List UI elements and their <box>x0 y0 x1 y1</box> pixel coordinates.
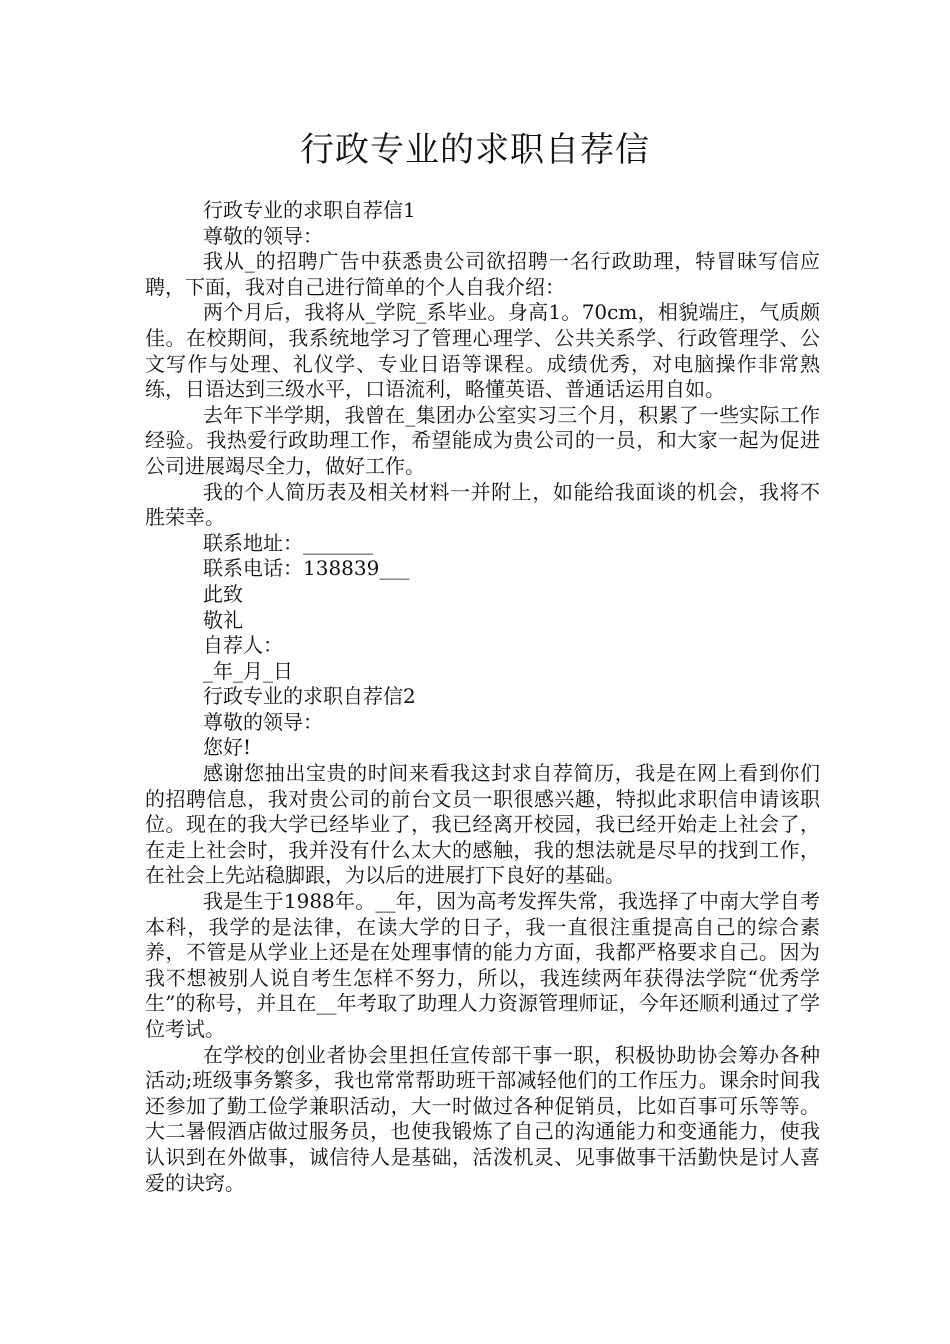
contact-phone: 联系电话：138839___ <box>203 556 410 581</box>
body-paragraph: 两个月后，我将从_学院_系毕业。身高1。70cm，相貌端庄，气质颇佳。在校期间，我系统地学习了管理心理学、公共关系学、行政管理学、公文写作与处理、礼仪学、专业日语等课程。成绩优秀，对电脑操作非常熟练，日语达到三级水平，口语流利，略懂英语、普通话运用自如。 <box>145 300 820 402</box>
salutation: 尊敬的领导： <box>203 223 323 248</box>
body-paragraph: 感谢您抽出宝贵的时间来看我这封求自荐简历，我是在网上看到你们的招聘信息，我对贵公司的前台文员一职很感兴趣，特拟此求职信申请该职位。现在的我大学已经毕业了，我已经离开校园，我已经开始走上社会了，在走上社会时，我并没有什么太大的感触，我的想法就是尽早的找到工作，在社会上先站稳脚跟，为以后的进展打下良好的基础。 <box>145 761 820 888</box>
body-paragraph: 我是生于1988年。__年，因为高考发挥失常，我选择了中南大学自考本科，我学的是法律，在读大学的日子，我一直很注重提高自己的综合素养，不管是从学业上还是在处理事情的能力方面，我都严格要求自己。因为我不想被别人说自考生怎样不努力，所以，我连续两年获得法学院“优秀学生”的称号，并且在__年考取了助理人力资源管理师证，今年还顺利通过了学位考试。 <box>145 889 820 1041</box>
date-line: _年_月_日 <box>203 658 293 683</box>
salutation: 尊敬的领导： <box>203 709 323 734</box>
document-body <box>145 198 820 1196</box>
closing-line-1: 此致 <box>203 581 243 606</box>
signature-label: 自荐人： <box>203 633 283 658</box>
contact-address: 联系地址：_______ <box>203 530 373 555</box>
closing-line-2: 敬礼 <box>203 607 243 632</box>
body-paragraph: 在学校的创业者协会里担任宣传部干事一职，积极协助协会筹办各种活动;班级事务繁多，我也常常帮助班干部减轻他们的工作压力。课余时间我还参加了勤工俭学兼职活动，大一时做过各种促销员，比如百事可乐等等。大二暑假酒店做过服务员，也使我锻炼了自己的沟通能力和变通能力，使我认识到在外做事，诚信待人是基础，活泼机灵、见事做事干活勤快是讨人喜爱的诀窍。 <box>145 1042 820 1195</box>
greeting: 您好! <box>203 735 252 760</box>
body-paragraph: 我从_的招聘广告中获悉贵公司欲招聘一名行政助理，特冒昧写信应聘，下面，我对自己进行简单的个人自我介绍： <box>145 249 820 299</box>
body-paragraph: 我的个人简历表及相关材料一并附上，如能给我面谈的机会，我将不胜荣幸。 <box>145 479 820 530</box>
section-heading-letter-2: 行政专业的求职自荐信2 <box>203 684 416 709</box>
document-title: 行政专业的求职自荐信 <box>300 130 650 170</box>
body-paragraph: 去年下半学期，我曾在_集团办公室实习三个月，积累了一些实际工作经验。我热爱行政助理工作，希望能成为贵公司的一员，和大家一起为促进公司进展竭尽全力，做好工作。 <box>145 402 820 478</box>
section-heading-letter-1: 行政专业的求职自荐信1 <box>203 198 416 222</box>
